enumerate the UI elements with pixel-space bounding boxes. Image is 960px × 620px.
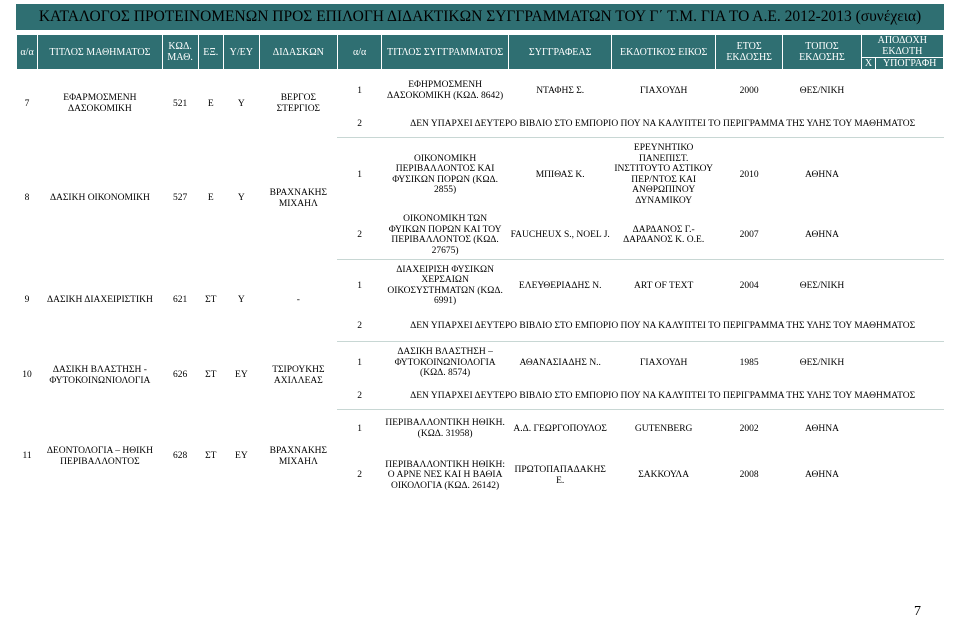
course-instructor: -	[296, 295, 300, 306]
book-accept	[861, 410, 943, 448]
book-place: ΘΕΣ/ΝΙΚΗ	[799, 357, 845, 368]
page-title: ΚΑΤΑΛΟΓΟΣ ΠΡΟΤΕΙΝΟΜΕΝΩΝ ΠΡΟΣ ΕΠΙΛΟΓΗ ΔΙΔΑΚΤΙΚΩΝ ΣΥΓΓΡΑΜΜΑΤΩΝ ΤΟΥ Γ΄ Τ.Μ. ΓΙΑ ΤΟ Α.Ε. 2012-2013 (συνέχεια)	[16, 4, 944, 30]
book-year: 2007	[715, 212, 783, 260]
header-code: ΚΩΔ. ΜΑΘ.	[162, 35, 198, 70]
book-publisher: GUTENBERG	[634, 423, 693, 434]
book-authors: ΕΛΕΥΘΕΡΙΑΔΗΣ Ν.	[518, 280, 602, 291]
header-publisher: ΕΚΔΟΤΙΚΟΣ ΕΙΚΟΣ	[612, 35, 715, 70]
book-place: ΑΘΗΝΑ	[805, 169, 839, 180]
book-publisher: ΓΙΑΧΟΥΔΗ	[639, 357, 688, 368]
no-second-book-note: ΔΕΝ ΥΠΑΡΧΕΙ ΔΕΥΤΕΡΟ ΒΙΒΛΙΟ ΣΤΟ ΕΜΠΟΡΙΟ ΠΟΥ ΝΑ ΚΑΛΥΠΤΕΙ ΤΟ ΠΕΡΙΓΡΑΜΜΑ ΤΗΣ ΥΛΗΣ ΤΟΥ ΜΑΘΗΜΑΤΟΣ	[382, 312, 944, 342]
table-row	[17, 342, 944, 384]
header-year: ΕΤΟΣ ΕΚΔΟΣΗΣ	[715, 35, 783, 70]
book-place: ΑΘΗΝΑ	[805, 470, 839, 481]
header-semester: ΕΞ.	[198, 35, 223, 70]
book-year: 1985	[739, 357, 759, 368]
header-type: Υ/ΕΥ	[223, 35, 259, 70]
book-year: 2008	[739, 470, 759, 481]
header-course-title: ΤΙΤΛΟΣ ΜΑΘΗΜΑΤΟΣ	[38, 35, 163, 70]
course-code: 626	[173, 370, 188, 381]
header-accept-signature: ΥΠΟΓΡΑΦΗ	[876, 58, 944, 70]
book-accept	[861, 70, 943, 112]
book-place: ΑΘΗΝΑ	[805, 423, 839, 434]
course-instructor: ΒΡΑΧΝΑΚΗΣ ΜΙΧΑΗΛ	[269, 446, 328, 467]
book-accept	[861, 138, 943, 212]
course-title: ΔΑΣΙΚΗ ΒΛΑΣΤΗΣΗ - ΦΥΤΟΚΟΙΝΩΝΙΟΛΟΓΙΑ	[49, 365, 151, 386]
book-aa: 1	[357, 85, 362, 96]
table-row	[17, 410, 944, 448]
course-type: Υ	[237, 295, 245, 306]
course-semester: Ε	[207, 98, 214, 109]
book-title: ΠΕΡΙΒΑΛΛΟΝΤΙΚΗ ΗΘΙΚΗ. (ΚΩΔ. 31958)	[385, 418, 505, 439]
course-semester: ΣΤ	[205, 451, 217, 462]
book-authors: FAUCHEUX S., NOEL J.	[508, 212, 611, 260]
course-type: ΕΥ	[235, 451, 248, 462]
book-accept	[861, 448, 943, 504]
book-aa: 1	[357, 280, 362, 291]
course-code: 521	[173, 98, 188, 109]
book-title: ΔΑΣΙΚΗ ΒΛΑΣΤΗΣΗ – ΦΥΤΟΚΟΙΝΩΝΙΟΛΟΓΙΑ (ΚΩΔ. 8574)	[394, 347, 496, 378]
course-aa: 11	[22, 451, 32, 462]
course-aa: 9	[24, 295, 30, 306]
course-code: 621	[173, 295, 188, 306]
book-authors: ΑΘΑΝΑΣΙΑΔΗΣ Ν..	[519, 357, 601, 368]
book-authors: Α.Δ. ΓΕΩΡΓΟΠΟΥΛΟΣ	[513, 423, 607, 434]
catalog-table	[16, 34, 944, 504]
table-row	[17, 70, 944, 112]
course-type: ΕΥ	[235, 370, 248, 381]
book-publisher: ΣΑΚΚΟΥΛΑ	[638, 470, 690, 481]
header-place: ΤΟΠΟΣ ΕΚΔΟΣΗΣ	[783, 35, 861, 70]
book-place: ΑΘΗΝΑ	[783, 212, 861, 260]
header-aa: α/α	[17, 35, 38, 70]
book-title: ΠΕΡΙΒΑΛΛΟΝΤΙΚΗ ΗΘΙΚΗ: Ο ΑΡΝΕ ΝΕΣ ΚΑΙ Η ΒΑΘΙΑ ΟΙΚΟΛΟΓΙΑ (ΚΩΔ. 26142)	[385, 459, 505, 491]
book-year: 2010	[739, 169, 759, 180]
page-number: 7	[914, 604, 921, 619]
book-accept	[861, 212, 943, 260]
header-authors: ΣΥΓΓΡΑΦΕΑΣ	[508, 35, 611, 70]
book-year: 2002	[739, 423, 759, 434]
header-aa2: α/α	[337, 35, 381, 70]
course-instructor: ΤΣΙΡΟΥΚΗΣ ΑΧΙΛΛΕΑΣ	[272, 365, 325, 386]
course-aa: 7	[24, 98, 30, 109]
book-authors: ΜΠΙΘΑΣ Κ.	[535, 169, 585, 180]
book-title: ΕΦΗΡΜΟΣΜΕΝΗ ΔΑΣΟΚΟΜΙΚΗ (ΚΩΔ. 8642)	[386, 80, 504, 101]
book-aa: 2	[337, 384, 381, 410]
course-code: 628	[173, 451, 188, 462]
course-aa: 8	[24, 193, 30, 204]
book-title: ΟΙΚΟΝΟΜΙΚΗ ΠΕΡΙΒΑΛΛΟΝΤΟΣ ΚΑΙ ΦΥΣΙΚΩΝ ΠΟΡΩΝ (ΚΩΔ. 2855)	[392, 153, 499, 196]
course-title: ΔΑΣΙΚΗ ΔΙΑΧΕΙΡΙΣΤΙΚΗ	[46, 295, 153, 306]
book-publisher: ΓΙΑΧΟΥΔΗ	[639, 85, 688, 96]
course-semester: Ε	[207, 193, 214, 204]
course-title: ΔΕΟΝΤΟΛΟΓΙΑ – ΗΘΙΚΗ ΠΕΡΙΒΑΛΛΟΝΤΟΣ	[46, 446, 153, 467]
book-authors: ΠΡΩΤΟΠΑΠΑΔΑΚΗΣ Ε.	[514, 465, 606, 486]
course-aa: 10	[22, 370, 32, 381]
book-year: 2004	[739, 280, 759, 291]
course-semester: ΣΤ	[205, 295, 217, 306]
book-aa: 2	[357, 470, 362, 481]
header-row	[17, 35, 944, 58]
book-aa: 1	[357, 169, 362, 180]
header-instructor: ΔΙΔΑΣΚΩΝ	[259, 35, 337, 70]
book-accept	[861, 260, 943, 312]
book-aa: 1	[357, 423, 362, 434]
book-authors: ΝΤΑΦΗΣ Σ.	[536, 85, 585, 96]
book-publisher: ΕΡΕΥΝΗΤΙΚΟ ΠΑΝΕΠΙΣΤ. ΙΝΣΤΙΤΟΥΤΟ ΑΣΤΙΚΟΥ ΠΕΡ/ΝΤΟΣ ΚΑΙ ΑΝΘΡΩΠΙΝΟΥ ΔΥΝΑΜΙΚΟΥ	[614, 143, 713, 206]
no-second-book-note: ΔΕΝ ΥΠΑΡΧΕΙ ΔΕΥΤΕΡΟ ΒΙΒΛΙΟ ΣΤΟ ΕΜΠΟΡΙΟ ΠΟΥ ΝΑ ΚΑΛΥΠΤΕΙ ΤΟ ΠΕΡΙΓΡΑΜΜΑ ΤΗΣ ΥΛΗΣ ΤΟΥ ΜΑΘΗΜΑΤΟΣ	[382, 384, 944, 410]
book-title: ΔΙΑΧΕΙΡΙΣΗ ΦΥΣΙΚΩΝ ΧΕΡΣΑΙΩΝ ΟΙΚΟΣΥΣΤΗΜΑΤΩΝ (ΚΩΔ. 6991)	[387, 264, 503, 307]
course-semester: ΣΤ	[205, 370, 217, 381]
course-code: 527	[173, 193, 188, 204]
book-publisher: ART OF TEXT	[634, 280, 694, 291]
table-row	[17, 260, 944, 312]
course-title: ΕΦΑΡΜΟΣΜΕΝΗ ΔΑΣΟΚΟΜΙΚΗ	[63, 93, 137, 114]
book-accept	[861, 342, 943, 384]
header-accept-x: Χ	[861, 58, 876, 70]
book-place: ΘΕΣ/ΝΙΚΗ	[799, 85, 845, 96]
course-instructor: ΒΕΡΓΟΣ ΣΤΕΡΓΙΟΣ	[276, 93, 321, 114]
book-aa: 2	[337, 212, 381, 260]
course-instructor: ΒΡΑΧΝΑΚΗΣ ΜΙΧΑΗΛ	[269, 188, 328, 209]
course-type: Υ	[237, 193, 245, 204]
book-aa: 2	[337, 312, 381, 342]
book-aa: 2	[337, 112, 381, 138]
course-type: Υ	[237, 98, 245, 109]
book-title: ΟΙΚΟΝΟΜΙΚΗ ΤΩΝ ΦΥΙΚΩΝ ΠΟΡΩΝ ΚΑΙ ΤΟΥ ΠΕΡΙΒΑΛΛΟΝΤΟΣ (ΚΩΔ. 27675)	[382, 212, 509, 260]
no-second-book-note: ΔΕΝ ΥΠΑΡΧΕΙ ΔΕΥΤΕΡΟ ΒΙΒΛΙΟ ΣΤΟ ΕΜΠΟΡΙΟ ΠΟΥ ΝΑ ΚΑΛΥΠΤΕΙ ΤΟ ΠΕΡΙΓΡΑΜΜΑ ΤΗΣ ΥΛΗΣ ΤΟΥ ΜΑΘΗΜΑΤΟΣ	[382, 112, 944, 138]
book-aa: 1	[357, 357, 362, 368]
book-place: ΘΕΣ/ΝΙΚΗ	[799, 280, 845, 291]
header-book-title: ΤΙΤΛΟΣ ΣΥΓΓΡΑΜΜΑΤΟΣ	[382, 35, 509, 70]
book-publisher: ΔΑΡΔΑΝΟΣ Γ.- ΔΑΡΔΑΝΟΣ Κ. Ο.Ε.	[612, 212, 715, 260]
book-year: 2000	[739, 85, 759, 96]
table-row	[17, 138, 944, 212]
course-title: ΔΑΣΙΚΗ ΟΙΚΟΝΟΜΙΚΗ	[49, 193, 150, 204]
header-accept: ΑΠΟΔΟΧΗ ΕΚΔΟΤΗ	[861, 35, 943, 58]
